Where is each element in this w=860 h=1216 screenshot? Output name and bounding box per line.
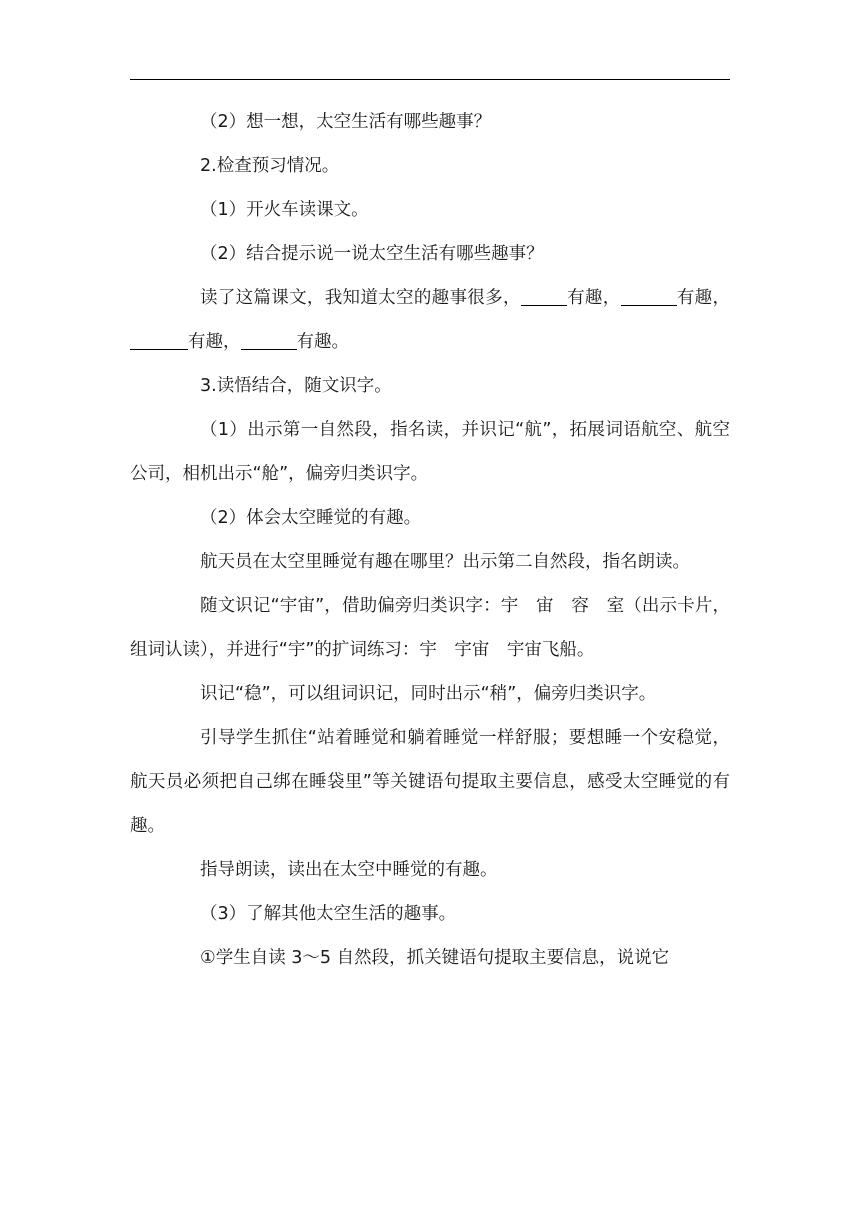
- fill-in-blank: [521, 285, 567, 306]
- section-heading: 2.检查预习情况。: [200, 156, 340, 176]
- fill-in-text: 有趣。: [296, 332, 349, 352]
- fill-in-blank: [621, 285, 677, 306]
- paragraph: （1）出示第一自然段，指名读，并识记“航”，拓展词语航空、航空公司，相机出示“舱”，偏旁归类识字。: [130, 420, 730, 484]
- paragraph: 识记“稳”，可以组词识记，同时出示“稍”，偏旁归类识字。: [200, 684, 657, 704]
- paragraph: ①学生自读 3～5 自然段，抓关键语句提取主要信息，说说它: [200, 948, 670, 968]
- paragraph: （1）开火车读课文。: [200, 200, 369, 220]
- fill-in-text: 有趣，: [676, 288, 731, 308]
- document-body: [130, 100, 730, 980]
- fill-in-blank: [241, 329, 297, 350]
- section-heading: 3.读悟结合，随文识字。: [200, 376, 392, 396]
- fill-in-text: 有趣，: [188, 332, 241, 352]
- paragraph: （3）了解其他太空生活的趣事。: [200, 904, 457, 924]
- paragraph: （2）想一想，太空生活有哪些趣事？: [200, 112, 492, 132]
- fill-in-text: 有趣，: [566, 288, 621, 308]
- paragraph: 指导朗读，读出在太空中睡觉的有趣。: [200, 860, 498, 880]
- header-rule: [130, 79, 730, 80]
- paragraph: （2）体会太空睡觉的有趣。: [200, 508, 422, 528]
- paragraph: 航天员在太空里睡觉有趣在哪里？出示第二自然段，指名朗读。: [200, 552, 690, 572]
- paragraph: （2）结合提示说一说太空生活有哪些趣事？: [200, 244, 544, 264]
- fill-in-text: 读了这篇课文，我知道太空的趣事很多，: [200, 288, 521, 308]
- fill-in-paragraph: [130, 276, 730, 364]
- paragraph: 引导学生抓住“站着睡觉和躺着睡觉一样舒服；要想睡一个安稳觉，航天员必须把自己绑在睡袋里”等关键语句提取主要信息，感受太空睡觉的有趣。: [130, 728, 730, 836]
- paragraph: 随文识记“宇宙”，借助偏旁归类识字：宇 宙 容 室（出示卡片，组词认读），并进行“宇”的扩词练习：宇 宇宙 宇宙飞船。: [130, 596, 730, 660]
- fill-in-blank: [130, 329, 188, 350]
